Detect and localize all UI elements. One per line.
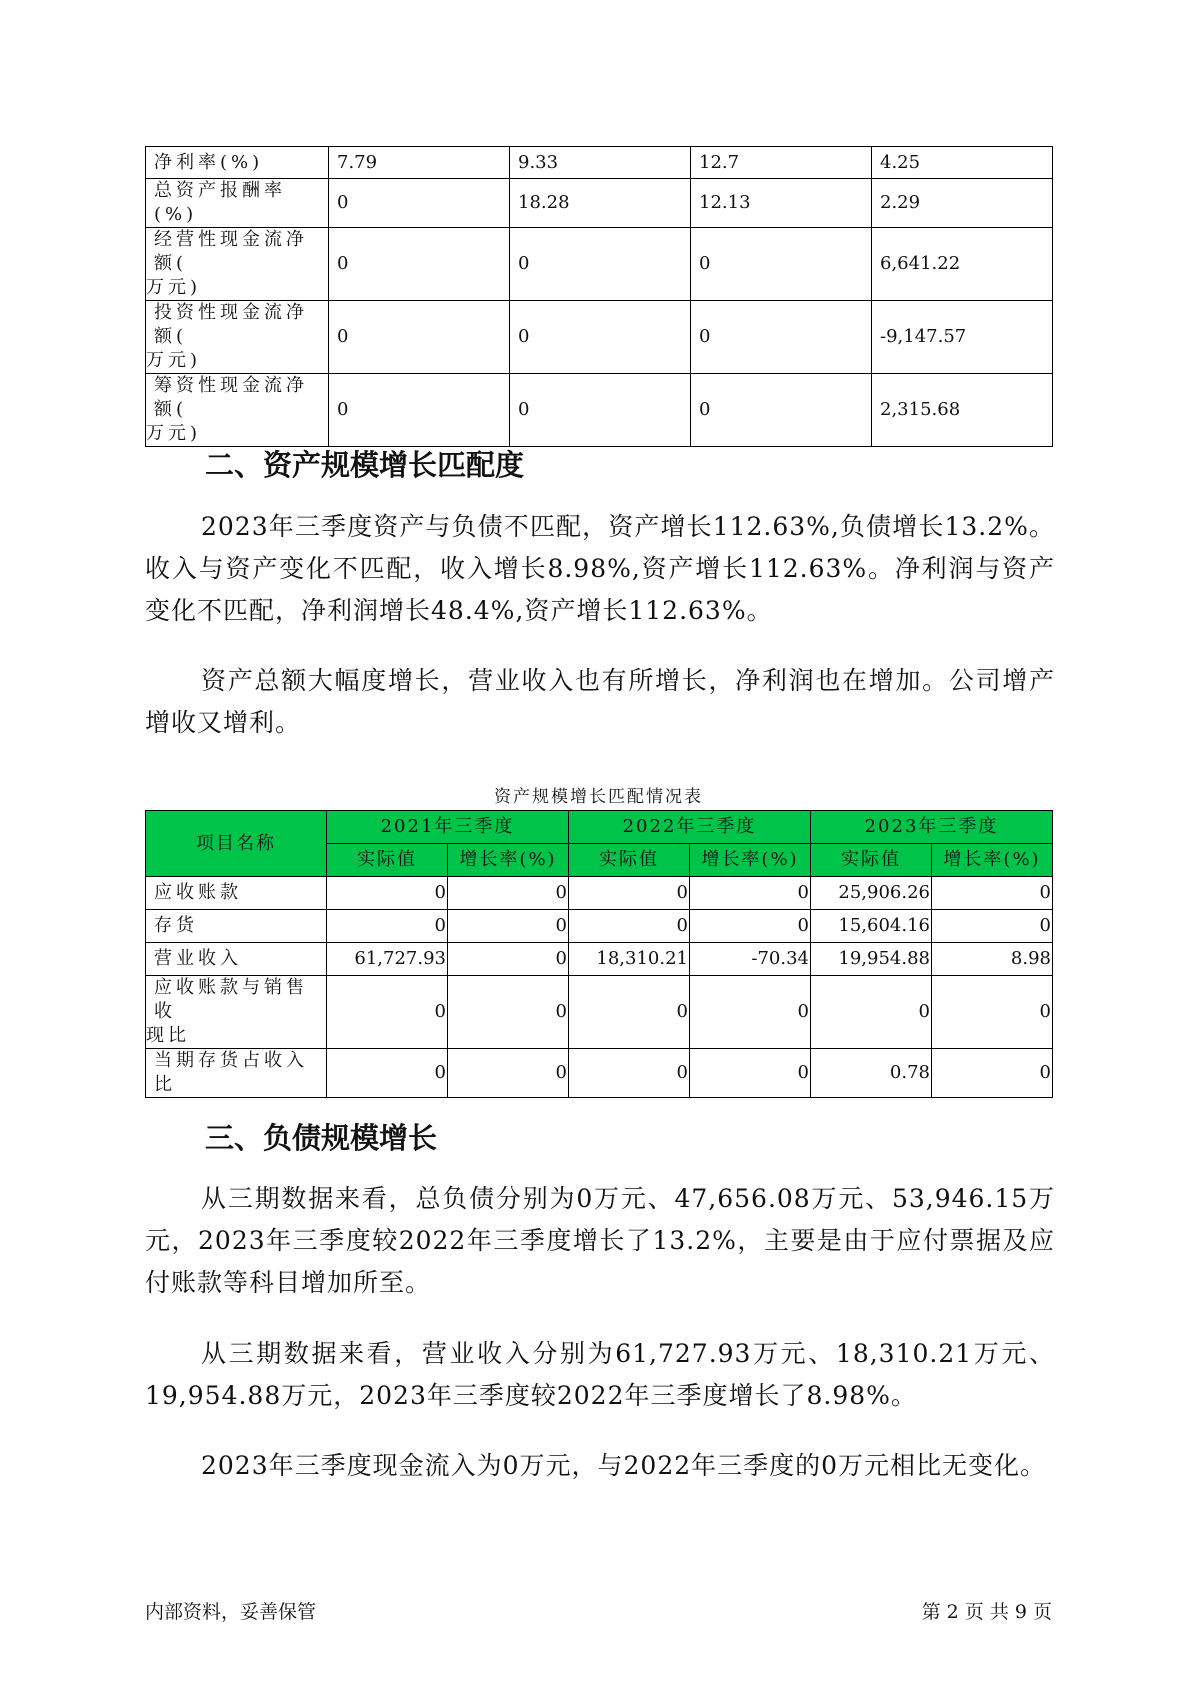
cell: 19,954.88 <box>811 943 932 976</box>
cell: 0 <box>932 976 1053 1049</box>
row-label: 当期存货占收入比 <box>146 1049 327 1098</box>
cell: 0 <box>327 910 448 943</box>
table-row <box>146 179 1053 228</box>
cell: 0 <box>932 910 1053 943</box>
cell: 2,315.68 <box>872 374 1053 447</box>
cell: 2.29 <box>872 179 1053 228</box>
row-label-line1: 筹资性现金流净额( <box>154 375 308 420</box>
cell: 0 <box>448 943 569 976</box>
row-label: 总资产报酬率(%) <box>146 179 329 228</box>
paragraph: 从三期数据来看，营业收入分别为61,727.93万元、18,310.21万元、19,954.88万元，2023年三季度较2022年三季度增长了8.98%。 <box>145 1339 1055 1410</box>
cell: 9.33 <box>510 147 691 179</box>
header-growth: 增长率(%) <box>448 844 569 877</box>
header-period: 2023年三季度 <box>811 811 1053 844</box>
cell: 0 <box>569 877 690 910</box>
cell: 12.13 <box>691 179 872 228</box>
cell: 0 <box>569 1049 690 1098</box>
cell: 0 <box>569 910 690 943</box>
header-actual: 实际值 <box>811 844 932 877</box>
cell: 18,310.21 <box>569 943 690 976</box>
cell: 8.98 <box>932 943 1053 976</box>
footer-note: 内部资料，妥善保管 <box>145 1601 317 1623</box>
cell: 0 <box>811 976 932 1049</box>
cell: 61,727.93 <box>327 943 448 976</box>
cell: 6,641.22 <box>872 228 1053 301</box>
row-label: 净利率(%) <box>146 147 329 179</box>
cell: 0 <box>329 374 510 447</box>
header-period: 2021年三季度 <box>327 811 569 844</box>
cell: 15,604.16 <box>811 910 932 943</box>
cell: 0 <box>510 228 691 301</box>
cell: 0 <box>690 910 811 943</box>
cell: 0 <box>329 228 510 301</box>
cell: -9,147.57 <box>872 301 1053 374</box>
paragraph: 2023年三季度资产与负债不匹配，资产增长112.63%,负债增长13.2%。收入与资产变化不匹配，收入增长8.98%,资产增长112.63%。净利润与资产变化不匹配，净利润增长48.4%,资产增长112.63%。 <box>145 512 1055 625</box>
row-label <box>146 976 327 1049</box>
cell: 0.78 <box>811 1049 932 1098</box>
cell: 0 <box>327 877 448 910</box>
table-row <box>146 147 1053 179</box>
cell: 4.25 <box>872 147 1053 179</box>
header-row <box>146 811 1053 844</box>
row-label: 营业收入 <box>146 943 327 976</box>
row-label-line1: 应收账款与销售收 <box>154 977 308 1022</box>
cell: 7.79 <box>329 147 510 179</box>
table-row <box>146 976 1053 1049</box>
cell: 0 <box>329 301 510 374</box>
row-label-line2: 万元) <box>146 277 202 298</box>
cell: 0 <box>691 228 872 301</box>
asset-growth-table <box>145 810 1053 1098</box>
table-row <box>146 374 1053 447</box>
financial-ratio-table <box>145 146 1053 447</box>
row-label-line2: 万元) <box>146 350 202 371</box>
header-actual: 实际值 <box>327 844 448 877</box>
row-label-line2: 万元) <box>146 423 202 444</box>
row-label-line1: 投资性现金流净额( <box>154 302 308 347</box>
cell: 0 <box>327 1049 448 1098</box>
row-label-line2: 现比 <box>146 1025 190 1046</box>
cell: 0 <box>690 877 811 910</box>
table-row <box>146 877 1053 910</box>
row-label <box>146 301 329 374</box>
row-label <box>146 228 329 301</box>
table-row <box>146 228 1053 301</box>
cell: 0 <box>569 976 690 1049</box>
cell: 18.28 <box>510 179 691 228</box>
cell: 12.7 <box>691 147 872 179</box>
header-growth: 增长率(%) <box>690 844 811 877</box>
header-growth: 增长率(%) <box>932 844 1053 877</box>
cell: 0 <box>448 877 569 910</box>
table-caption: 资产规模增长匹配情况表 <box>494 787 703 807</box>
cell: 0 <box>932 877 1053 910</box>
table-row <box>146 943 1053 976</box>
section-heading: 三、负债规模增长 <box>205 1121 438 1155</box>
row-label-line1: 经营性现金流净额( <box>154 229 308 274</box>
cell: 0 <box>690 976 811 1049</box>
cell: 0 <box>327 976 448 1049</box>
row-label <box>146 374 329 447</box>
paragraph: 资产总额大幅度增长，营业收入也有所增长，净利润也在增加。公司增产增收又增利。 <box>145 666 1055 737</box>
header-period: 2022年三季度 <box>569 811 811 844</box>
paragraph: 从三期数据来看，总负债分别为0万元、47,656.08万元、53,946.15万元，2023年三季度较2022年三季度增长了13.2%，主要是由于应付票据及应付账款等科目增加所至。 <box>145 1184 1055 1297</box>
table-row <box>146 910 1053 943</box>
table-row <box>146 301 1053 374</box>
header-actual: 实际值 <box>569 844 690 877</box>
paragraph: 2023年三季度现金流入为0万元，与2022年三季度的0万元相比无变化。 <box>201 1451 1047 1480</box>
row-label: 存货 <box>146 910 327 943</box>
cell: 0 <box>691 301 872 374</box>
table-row <box>146 1049 1053 1098</box>
cell: 0 <box>448 976 569 1049</box>
row-label: 应收账款 <box>146 877 327 910</box>
cell: 0 <box>329 179 510 228</box>
cell: 0 <box>690 1049 811 1098</box>
cell: 0 <box>510 374 691 447</box>
cell: 0 <box>691 374 872 447</box>
cell: -70.34 <box>690 943 811 976</box>
cell: 25,906.26 <box>811 877 932 910</box>
cell: 0 <box>448 910 569 943</box>
header-item: 项目名称 <box>146 811 327 877</box>
cell: 0 <box>510 301 691 374</box>
cell: 0 <box>448 1049 569 1098</box>
section-heading: 二、资产规模增长匹配度 <box>205 448 525 482</box>
page-number: 第 2 页 共 9 页 <box>921 1601 1052 1623</box>
cell: 0 <box>932 1049 1053 1098</box>
